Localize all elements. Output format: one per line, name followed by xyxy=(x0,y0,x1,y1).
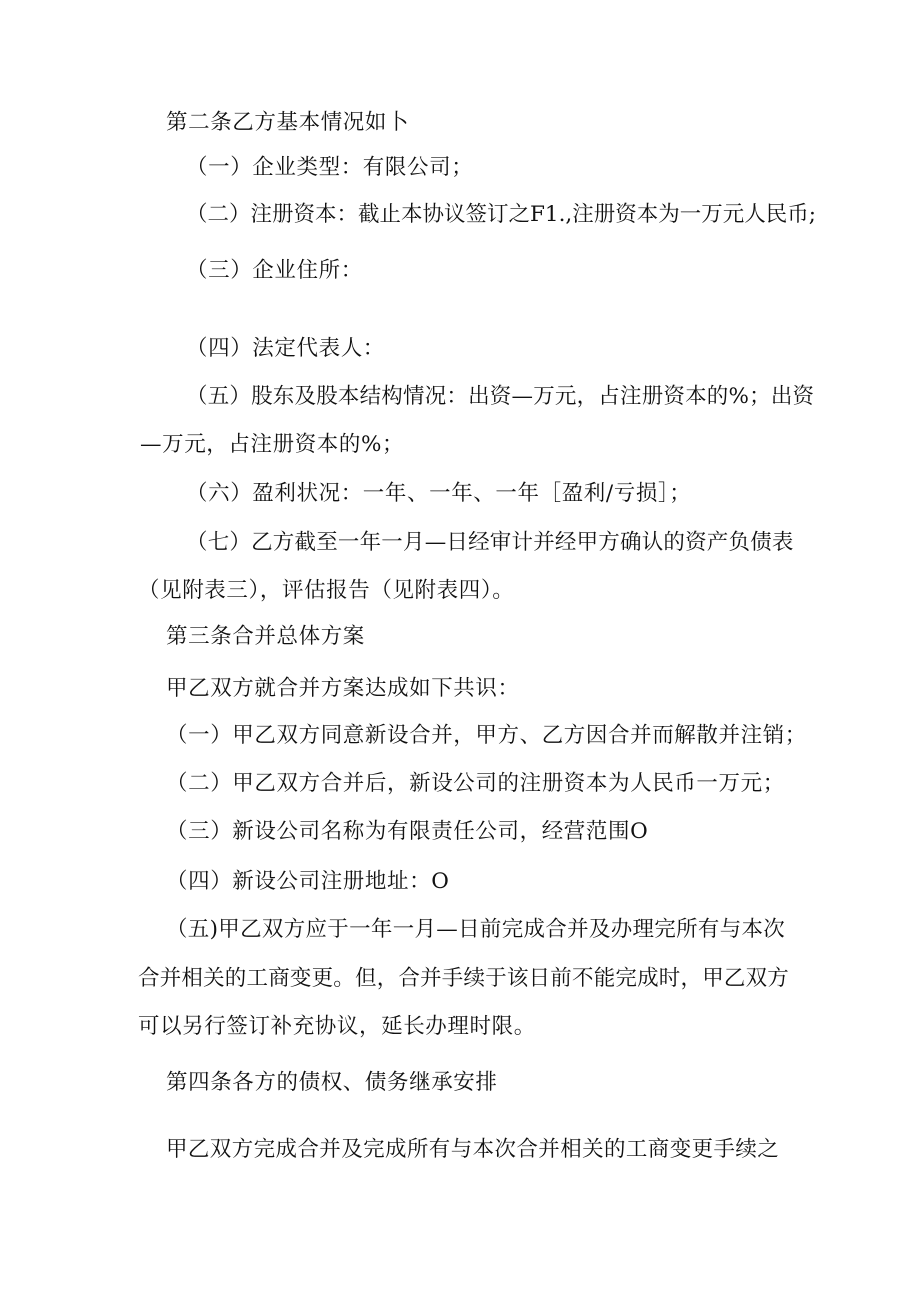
article-4-body: 甲乙双方完成合并及完成所有与本次合并相关的工商变更手续之 xyxy=(166,1137,780,1162)
article-2-item-6: （六）盈利状况：一年、一年、一年［盈利/亏损］； xyxy=(186,481,692,506)
article-3-item-5-line-3: 可以另行签订补充协议，延长办理时限。 xyxy=(138,1014,536,1039)
article-3-item-1: （一）甲乙双方同意新设合并，甲方、乙方因合并而解散并注销； xyxy=(166,723,807,748)
article-3-item-5-line-1: （五)甲乙双方应于一年一月—日前完成合并及办理完所有与本次 xyxy=(166,917,786,942)
article-4-heading: 第四条各方的债权、债务继承安排 xyxy=(166,1070,498,1095)
article-2-item-7-line-2: （见附表三），评估报告（见附表四）。 xyxy=(138,578,515,603)
article-2-item-2: （二）注册资本：截止本协议签订之F1.,注册资本为一万元人民币; xyxy=(186,202,817,227)
article-2-item-7-line-1: （七）乙方截至一年一月—日经审计并经甲方确认的资产负债表 xyxy=(186,530,794,555)
article-2-item-3: （三）企业住所： xyxy=(186,258,363,283)
article-2-heading: 第二条乙方基本情况如卜 xyxy=(166,110,410,135)
article-3-item-2: （二）甲乙双方合并后，新设公司的注册资本为人民币一万元； xyxy=(166,771,785,796)
article-3-item-3: （三）新设公司名称为有限责任公司，经营范围O xyxy=(166,819,649,844)
article-3-intro: 甲乙双方就合并方案达成如下共识： xyxy=(166,676,520,701)
article-2-item-5-line-1: （五）股东及股本结构情况：出资—万元，占注册资本的%；出资 xyxy=(186,384,815,409)
article-2-item-4: （四）法定代表人： xyxy=(186,336,385,361)
article-2-item-1: （一）企业类型：有限公司； xyxy=(186,155,474,180)
article-3-heading: 第三条合并总体方案 xyxy=(166,624,365,649)
article-2-item-5-line-2: —万元，占注册资本的%； xyxy=(140,432,405,457)
article-3-item-5-line-2: 合并相关的工商变更。但，合并手续于该日前不能完成时，甲乙双方 xyxy=(138,966,790,991)
article-3-item-4: （四）新设公司注册地址：O xyxy=(166,869,450,894)
